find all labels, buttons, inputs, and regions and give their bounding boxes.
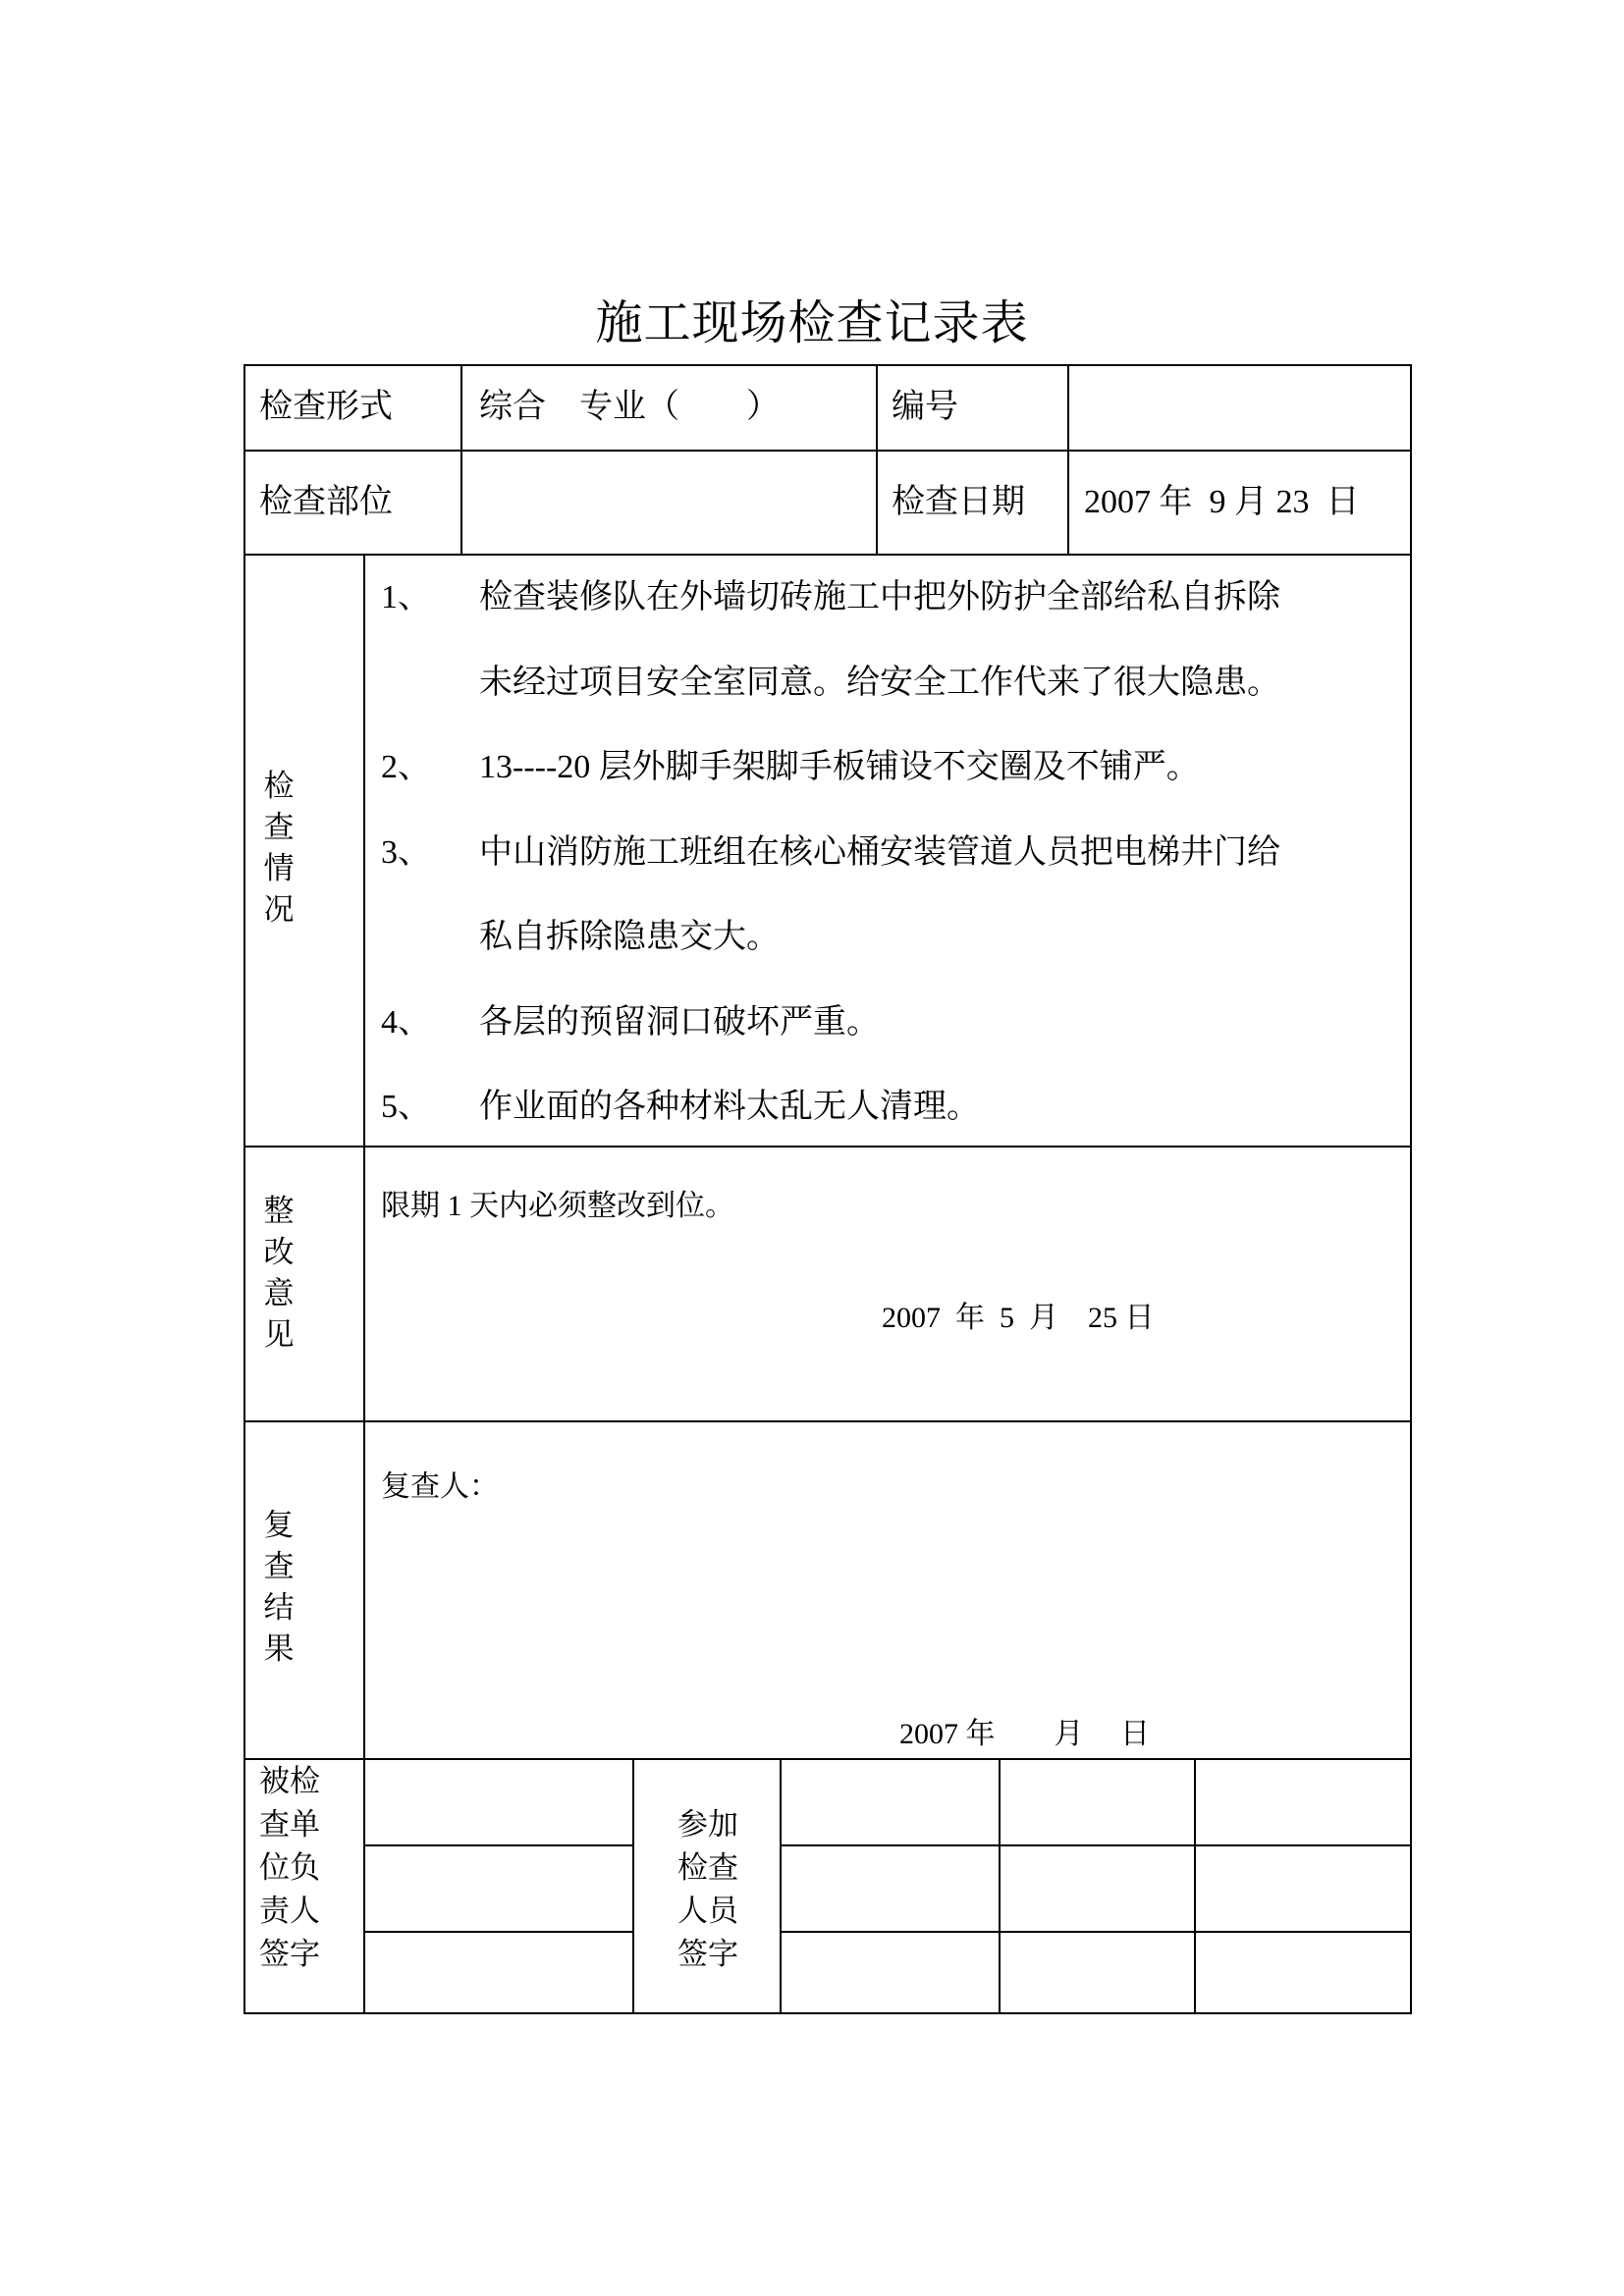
column-divider [363, 554, 365, 2014]
review-result-label: 复 查 结 果 [263, 1508, 295, 1666]
table-border-right [1410, 364, 1412, 2014]
table-border-top [244, 364, 1412, 366]
row-divider [244, 554, 1412, 556]
row-divider [244, 1146, 1412, 1148]
inspection-form-label: 检查形式 [259, 389, 393, 425]
reviewer-label: 复查人： [381, 1470, 499, 1503]
row-divider [244, 1420, 1412, 1422]
column-divider [1067, 364, 1069, 556]
inspection-date-label: 检查日期 [892, 484, 1025, 520]
inspection-situation-label: 检 查 情 况 [263, 769, 295, 927]
signature-row-divider [780, 1844, 1412, 1846]
inspection-date-value: 2007 年 9 月 23 日 [1084, 484, 1360, 520]
column-divider [632, 1758, 634, 2014]
rectification-text: 限期 1 天内必须整改到位。 [381, 1190, 734, 1222]
column-divider [460, 364, 462, 556]
inspection-form-value: 综合 专业（ ） [479, 389, 780, 425]
table-border-left [244, 364, 245, 2014]
signature-row-divider [365, 1844, 632, 1846]
inspected-unit-signature-label: 被检 查单 位负 责人 签字 [259, 1764, 320, 1971]
row-divider [244, 1758, 1412, 1760]
inspection-location-label: 检查部位 [259, 484, 393, 520]
column-divider [876, 364, 878, 556]
signature-row-divider [780, 1931, 1412, 1933]
table-border-bottom [244, 2012, 1412, 2014]
column-divider [999, 1758, 1001, 2014]
row-divider [244, 450, 1412, 452]
review-date: 2007 年 月 日 [899, 1718, 1150, 1750]
rectification-date: 2007 年 5 月 25 日 [882, 1302, 1155, 1334]
column-divider [1194, 1758, 1196, 2014]
rectification-opinion-label: 整 改 意 见 [263, 1194, 295, 1352]
inspection-record-table: 检查形式 综合 专业（ ） 编号 检查部位 检查日期 2007 年 9 月 23 日 检 查 情 况 1、 检查装修队在外墙切砖施工中把外防护全部给私自拆除 未经过项目安全室同意。给安全工作代来了很大隐患。 2、 13----20 层外脚手架脚手板铺设不交圈及不铺严。 3、 中山消防施工班组在核心桶安装管道人员把电梯井门给 私自拆除隐患交大。 4、 各层的预留洞口破坏严重。 5、 作业面的各种材料太乱无人清理。 整 改 意 见 限期 1 天内必须整改到位。 2007 年 5 月 25 日 复 查 结 果 复查人： 2007 年 月 日 被检 查单 位负 责人 签字 参加 检查 人员 签字 [244, 364, 1412, 2014]
participants-signature-label: 参加 检查 人员 签字 [677, 1807, 738, 1971]
column-divider [780, 1758, 782, 2014]
number-label: 编号 [892, 389, 958, 425]
signature-row-divider [365, 1931, 632, 1933]
page-title: 施工现场检查记录表 [595, 297, 1029, 349]
